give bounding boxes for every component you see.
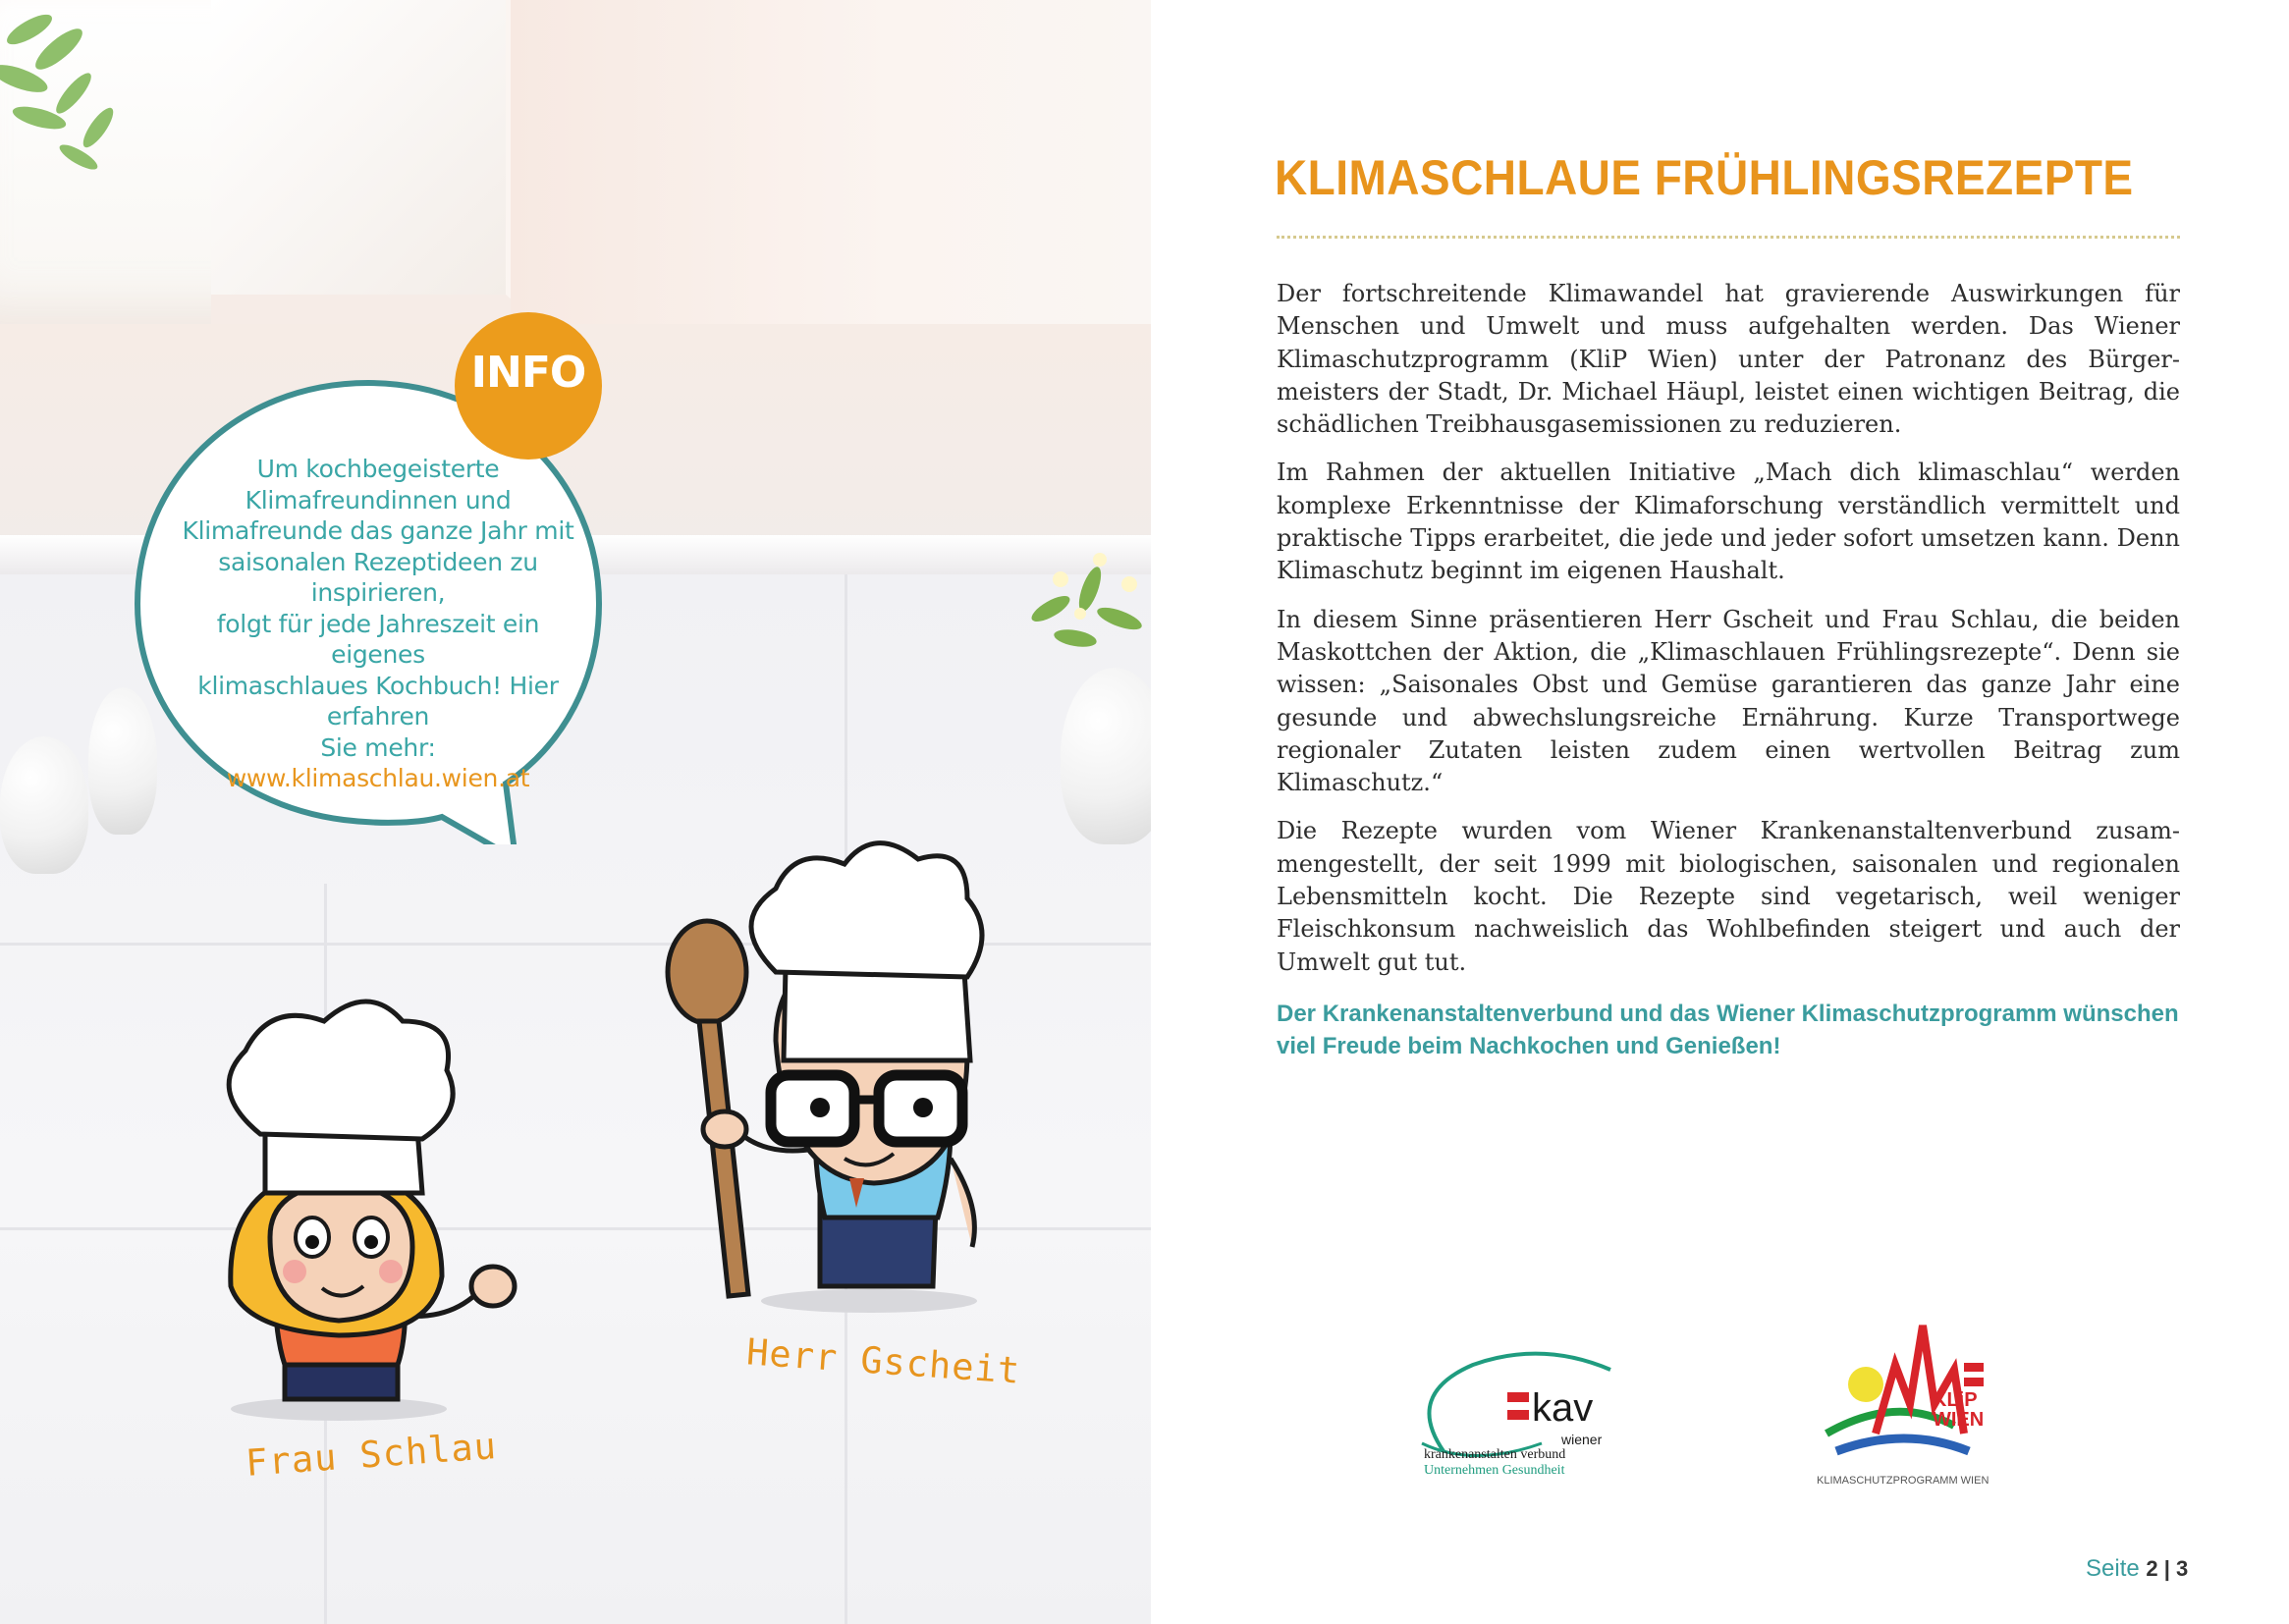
paragraph: Die Rezepte wurden vom Wiener Krankenanstaltenverbund zusammengestellt, der seit 1999 mit biologischen, saisonalen und regionalen Lebensmitteln kocht. Die Rezepte sind vegetarisch, weil weniger Fleischkonsum nachweislich das Wohlbefinden steigert und auch der Umwelt gut tut.	[1277, 817, 2180, 976]
info-line: Klimafreunde das ganze Jahr mit	[182, 516, 574, 545]
page-number	[2086, 1555, 2188, 1583]
info-line: Um kochbegeisterte	[256, 455, 500, 483]
frau-schlau-mascot	[229, 1001, 515, 1421]
page-numbers: 2 | 3	[2146, 1556, 2189, 1581]
page-title: KLIMASCHLAUE FRÜHLINGSREZEPTE	[1275, 150, 2134, 205]
klip-emblem-icon	[1817, 1316, 2043, 1492]
dotted-divider	[1277, 236, 2180, 239]
info-line: klimaschlaues Kochbuch! Hier erfahren	[197, 671, 559, 731]
klip-wordmark-city: WIEN	[1933, 1409, 1985, 1431]
klip-wien-logo	[1817, 1316, 2043, 1492]
info-badge-label: INFO	[470, 348, 586, 398]
info-line: Klimafreundinnen und	[245, 485, 512, 514]
kav-logo	[1414, 1335, 1640, 1483]
frau-schlau-label: Frau Schlau	[244, 1425, 499, 1485]
kav-line: wiener	[1561, 1432, 1603, 1447]
kav-line: krankenanstalten verbund	[1424, 1447, 1566, 1462]
paragraph: Im Rahmen der aktuellen Initiative „Mach dich klimaschlau“ werden komplexe Erkenntnisse der Klimaforschung verständlich vermittelt und praktische Tipps erarbeitet, die jede und jeder sofort umsetzen kann. Denn Klimaschutz beginnt im eigenen Haushalt.	[1277, 459, 2180, 585]
paragraph: In diesem Sinne präsentieren Herr Gscheit und Frau Schlau, die beiden Maskottchen der Aktion, die „Klimaschlauen Frühlingsrezepte“. Denn sie wissen: „Saisonales Obst und Gemüse garantieren das ganze Jahr eine gesunde und abwechslungsreiche Ernährung. Kurze Transportwege regionaler Zutaten leisten zudem einen wertvollen Beitrag zum Klimaschutz.“	[1277, 605, 2180, 797]
herr-gscheit-label: Herr Gscheit	[744, 1330, 1022, 1392]
klip-caption: KLIMASCHUTZPROGRAMM WIEN	[1817, 1475, 1989, 1487]
info-prefix: Sie mehr:	[320, 732, 436, 762]
closing-statement: Der Krankenanstaltenverbund und das Wiener Klimaschutzprogramm wünschen viel Freude beim Nachkochen und Genießen!	[1277, 1001, 2179, 1059]
herr-gscheit-mascot	[668, 843, 982, 1313]
klip-wordmark: KLiP	[1933, 1389, 1978, 1411]
paragraph: Der fortschreitende Klimawandel hat gravierende Auswirkungen für Menschen und Umwelt und muss aufgehalten werden. Das Wiener Klimaschutzprogramm (KliP Wien) unter der Patronanz des Bürgermeisters der Stadt, Dr. Michael Häupl, leistet einen wichtigen Beitrag, die schädlichen Treibhausgasemissionen zu reduzieren.	[1277, 280, 2180, 439]
website-link[interactable]: www.klimaschlau.wien.at	[226, 764, 530, 792]
intro-text	[1277, 278, 2180, 995]
info-line: saisonalen Rezeptideen zu inspirieren,	[218, 547, 538, 607]
page-label: Seite	[2086, 1555, 2140, 1582]
kav-line: Unternehmen Gesundheit	[1424, 1463, 1565, 1478]
info-line: folgt für jede Jahreszeit ein eigenes	[216, 609, 540, 669]
kav-wordmark: kav	[1532, 1386, 1594, 1430]
